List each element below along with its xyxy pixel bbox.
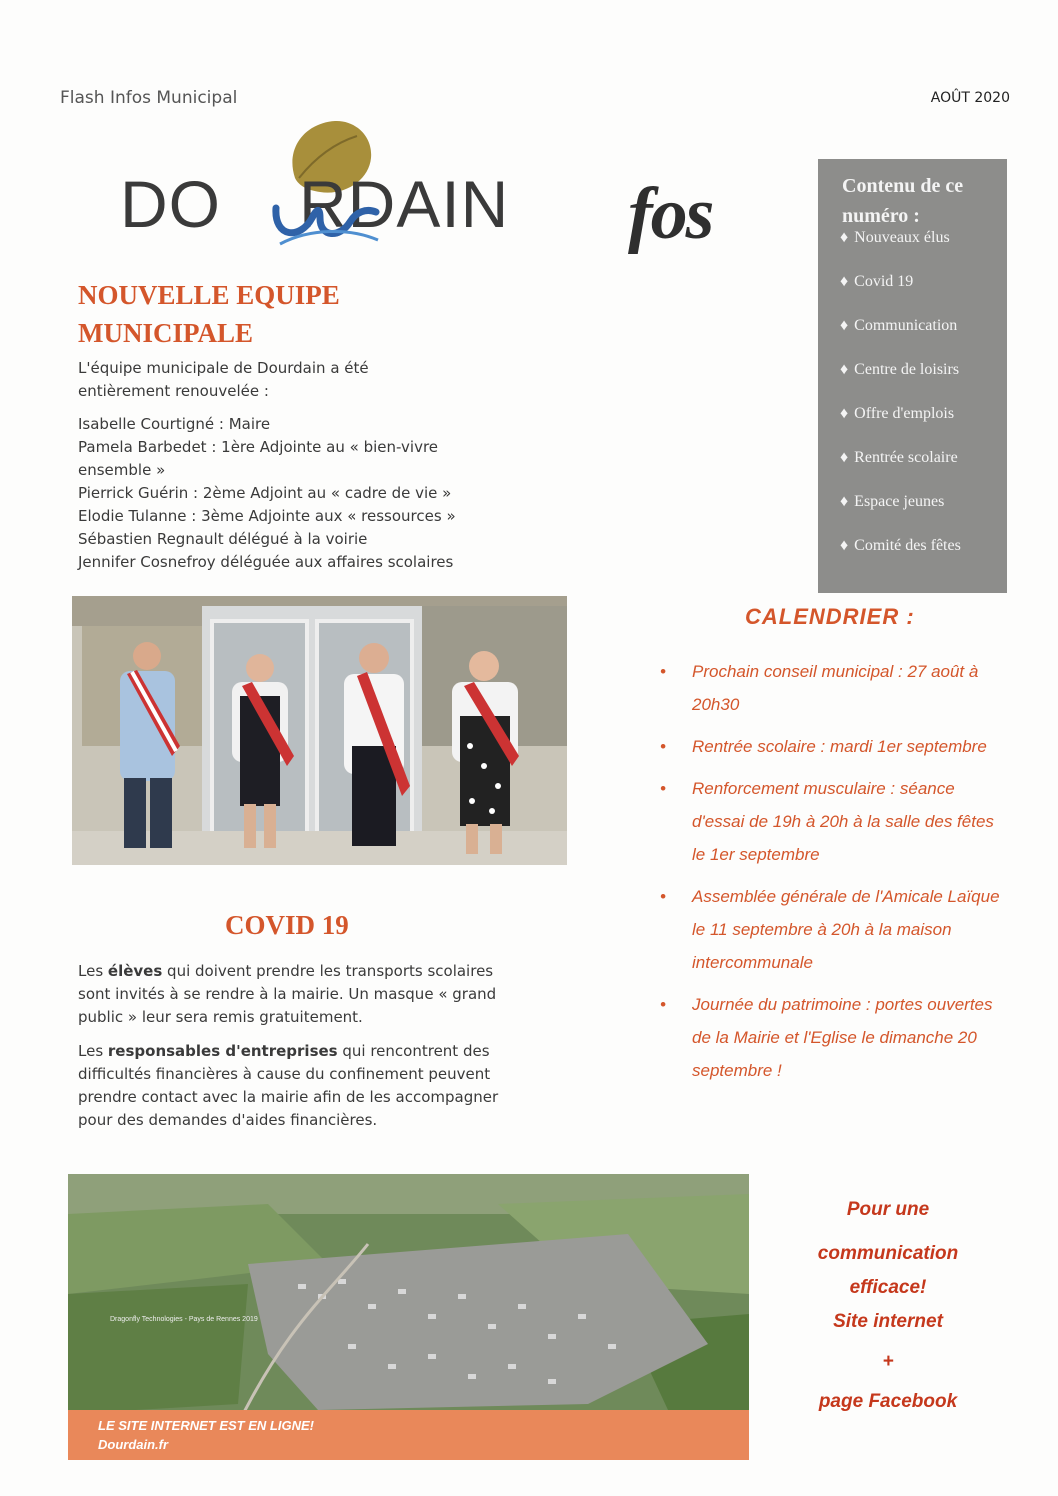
contents-item	[840, 493, 944, 511]
contents-item-label: Offre d'emplois	[854, 405, 955, 422]
promo-line: communication	[817, 1243, 959, 1264]
member-line: ensemble »	[78, 461, 166, 479]
contents-item	[840, 317, 957, 335]
contents-box	[818, 159, 1007, 593]
member-line: Pierrick Guérin : 2ème Adjoint au « cadre de vie »	[78, 484, 452, 502]
member-line: Pamela Barbedet : 1ère Adjointe au « bien-vivre	[78, 438, 439, 456]
calendar-item-text: Assemblée générale de l'Amicale Laïque le 11 septembre à 20h à la maison intercommunale	[692, 887, 1000, 972]
promo-line: efficace!	[849, 1277, 927, 1298]
promo-line: +	[882, 1351, 894, 1372]
bullet-icon: •	[660, 995, 666, 1014]
banner-url: Dourdain.fr	[98, 1437, 169, 1452]
promo-line: page Facebook	[818, 1391, 958, 1412]
member-line: Isabelle Courtigné : Maire	[78, 415, 271, 433]
calendar-item-text: Rentrée scolaire : mardi 1er septembre	[692, 737, 987, 756]
contents-item	[840, 273, 913, 291]
contents-item	[840, 229, 950, 247]
contents-item-label: Comité des fêtes	[854, 537, 961, 554]
diamond-bullet-icon: ♦	[840, 405, 849, 422]
contents-item	[840, 361, 959, 379]
promo-line: Pour une	[846, 1199, 930, 1220]
covid-heading: COVID 19	[225, 910, 349, 940]
logo-fos: fos	[628, 173, 713, 255]
bullet-icon: •	[660, 887, 666, 906]
newsletter-label: Flash Infos Municipal	[60, 88, 238, 108]
equipe-intro: L'équipe municipale de Dourdain a été entièrement renouvelée :	[78, 359, 369, 400]
diamond-bullet-icon: ♦	[840, 229, 849, 246]
equipe-heading: NOUVELLE EQUIPE MUNICIPALE	[78, 280, 340, 348]
contents-item-label: Nouveaux élus	[854, 229, 950, 246]
covid-paragraph-1	[78, 960, 528, 1029]
calendar-item	[660, 655, 1000, 721]
contents-item-label: Rentrée scolaire	[854, 449, 958, 466]
contents-item-label: Communication	[854, 317, 958, 334]
diamond-bullet-icon: ♦	[840, 449, 849, 466]
communication-promo	[790, 1193, 986, 1419]
calendar-item	[660, 772, 1000, 871]
contents-item	[840, 537, 961, 555]
calendar-list	[660, 655, 1000, 1096]
calendar-item	[660, 880, 1000, 979]
photo-credit: Dragonfly Technologies - Pays de Rennes 2019	[110, 1316, 258, 1323]
calendar-heading: CALENDRIER :	[745, 604, 915, 629]
diamond-bullet-icon: ♦	[840, 361, 849, 378]
website-banner	[68, 1410, 749, 1460]
bullet-icon: •	[660, 779, 666, 798]
text-fragment: Les	[78, 962, 108, 980]
contents-item-label: Covid 19	[854, 273, 914, 290]
calendar-item-text: Prochain conseil municipal : 27 août à 20h30	[692, 662, 979, 714]
contents-item-label: Centre de loisirs	[854, 361, 960, 378]
contents-title: Contenu de ce numéro :	[842, 175, 964, 227]
promo-line: Site internet	[833, 1311, 943, 1332]
diamond-bullet-icon: ♦	[840, 317, 849, 334]
logo-part2: RDAIN	[299, 167, 510, 241]
team-photo	[72, 596, 567, 865]
text-fragment: qui rencontrent des difficultés financières à cause du confinement peuvent prendre contact avec la mairie afin de les accompagner pour des demandes d'aides financières.	[78, 1042, 499, 1129]
equipe-member-list	[78, 413, 458, 574]
member-line: Jennifer Cosnefroy déléguée aux affaires scolaires	[78, 553, 454, 571]
bullet-icon: •	[660, 737, 666, 756]
logo-part1: DO	[120, 167, 221, 241]
calendar-item-text: Renforcement musculaire : séance d'essai de 19h à 20h à la salle des fêtes le 1er septembre	[692, 779, 994, 864]
diamond-bullet-icon: ♦	[840, 493, 849, 510]
diamond-bullet-icon: ♦	[840, 537, 849, 554]
text-fragment: Les	[78, 1042, 108, 1060]
bullet-icon: •	[660, 662, 666, 681]
member-line: Sébastien Regnault délégué à la voirie	[78, 530, 368, 548]
diamond-bullet-icon: ♦	[840, 273, 849, 290]
calendar-item	[660, 730, 1000, 763]
bold-text: élèves	[107, 962, 163, 980]
contents-item-label: Espace jeunes	[854, 493, 945, 510]
dourdainfos-logo	[120, 118, 760, 278]
banner-headline: LE SITE INTERNET EST EN LIGNE!	[98, 1418, 314, 1433]
issue-date: AOÛT 2020	[930, 90, 1010, 106]
calendar-item	[660, 988, 1000, 1087]
contents-item	[840, 449, 958, 467]
bold-text: responsables d'entreprises	[107, 1042, 338, 1060]
swirl-logo-icon	[270, 188, 380, 248]
covid-paragraph-2	[78, 1040, 528, 1132]
calendar-item-text: Journée du patrimoine : portes ouvertes de la Mairie et l'Eglise le dimanche 20 septembre !	[692, 995, 993, 1080]
member-line: Elodie Tulanne : 3ème Adjointe aux « ressources »	[78, 507, 456, 525]
contents-item	[840, 405, 954, 423]
text-fragment: qui doivent prendre les transports scolaires sont invités à se rendre à la mairie. Un masque « grand public » leur sera remis gratuitement.	[78, 962, 497, 1026]
